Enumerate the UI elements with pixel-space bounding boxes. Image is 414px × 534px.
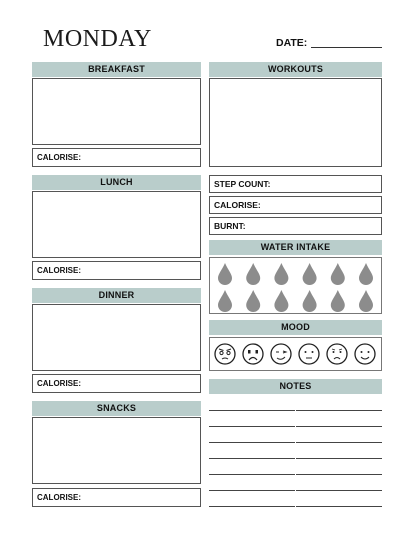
frowning-face-icon[interactable] [327,344,347,364]
notes-header: NOTES [209,379,382,394]
notes-line[interactable] [296,426,382,427]
water-drop-icon[interactable] [218,263,232,285]
notes-line[interactable] [209,474,295,475]
water-drop-icon[interactable] [246,263,260,285]
lunch-header: LUNCH [32,175,201,190]
water-drop-icon[interactable] [303,290,317,312]
dinner-header: DINNER [32,288,201,303]
notes-line[interactable] [209,458,295,459]
lunch-calorie-field[interactable]: CALORISE: [32,261,201,280]
water-intake-tracker [209,257,382,314]
notes-line[interactable] [296,410,382,411]
calorise-field[interactable]: CALORISE: [209,196,382,214]
notes-line[interactable] [296,474,382,475]
sad-face-icon[interactable] [243,344,263,364]
winking-face-icon[interactable] [271,344,291,364]
snacks-box[interactable] [32,417,201,484]
neutral-face-icon[interactable] [299,344,319,364]
step-count-field[interactable]: STEP COUNT: [209,175,382,193]
notes-line[interactable] [209,442,295,443]
workouts-header: WORKOUTS [209,62,382,77]
lunch-box[interactable] [32,191,201,258]
notes-line[interactable] [296,490,382,491]
water-drop-icon[interactable] [274,263,288,285]
water-drop-icon[interactable] [246,290,260,312]
water-drop-icon[interactable] [218,290,232,312]
notes-line[interactable] [209,490,295,491]
notes-line[interactable] [296,458,382,459]
water-drop-icon[interactable] [359,290,373,312]
water-drop-icon[interactable] [331,290,345,312]
snacks-calorie-field[interactable]: CALORISE: [32,488,201,507]
workouts-box[interactable] [209,78,382,167]
breakfast-header: BREAKFAST [32,62,201,77]
burnt-field[interactable]: BURNT: [209,217,382,235]
snacks-header: SNACKS [32,401,201,416]
date-field[interactable] [311,47,382,48]
water-intake-header: WATER INTAKE [209,240,382,255]
water-drops [210,258,381,313]
mood-tracker [209,337,382,371]
date-label: DATE: [276,37,308,49]
angry-face-icon[interactable] [215,344,235,364]
notes-line[interactable] [209,410,295,411]
notes-line[interactable] [209,426,295,427]
water-drop-icon[interactable] [359,263,373,285]
smiling-face-icon[interactable] [355,344,375,364]
water-drop-icon[interactable] [331,263,345,285]
notes-line[interactable] [209,506,295,507]
dinner-box[interactable] [32,304,201,371]
page-title: MONDAY [43,26,152,52]
breakfast-calorie-field[interactable]: CALORISE: [32,148,201,167]
water-drop-icon[interactable] [274,290,288,312]
mood-header: MOOD [209,320,382,335]
notes-line[interactable] [296,506,382,507]
water-drop-icon[interactable] [303,263,317,285]
dinner-calorie-field[interactable]: CALORISE: [32,374,201,393]
breakfast-box[interactable] [32,78,201,145]
notes-line[interactable] [296,442,382,443]
